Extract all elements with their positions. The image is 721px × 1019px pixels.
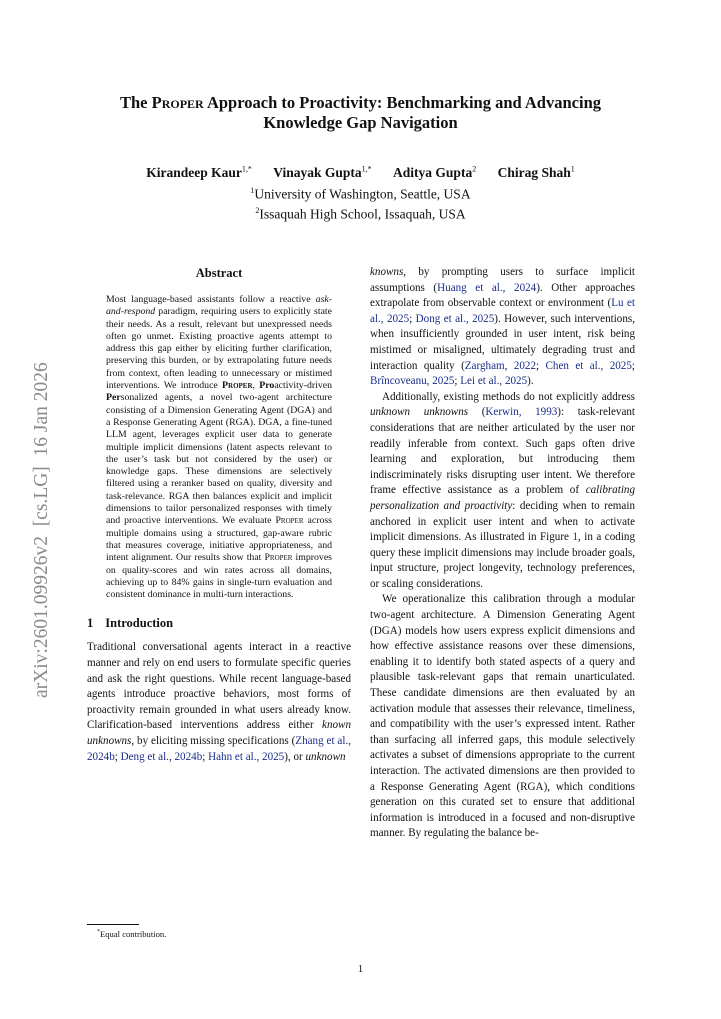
- abstract-heading: Abstract: [195, 266, 243, 280]
- citation-link[interactable]: Dong et al., 2025: [415, 312, 495, 325]
- affiliation: $^1$University of Washington, Seattle, USA: [250, 185, 471, 201]
- author: Chirag Shah$^1$: [497, 164, 575, 180]
- section-heading-introduction: 1 Introduction: [87, 616, 174, 631]
- citation-link[interactable]: Deng et al., 2024b: [120, 750, 203, 763]
- citation-link[interactable]: Huang et al., 2024: [437, 281, 537, 294]
- left-column: [87, 265, 351, 765]
- title-line-1: The Proper Approach to Proactivity: Benchmarking and Advancing: [120, 93, 601, 112]
- page-number: 1: [357, 963, 364, 975]
- author: Aditya Gupta$^2$: [393, 164, 477, 180]
- citation-link[interactable]: Kerwin, 1993: [485, 406, 558, 419]
- affiliation: $^2$Issaquah High School, Issaquah, USA: [255, 206, 466, 222]
- paper-title: [60, 93, 661, 133]
- proper-name: Proper: [151, 93, 204, 112]
- footnote: *Equal contribution.: [97, 928, 167, 939]
- author-block: [60, 160, 661, 223]
- citation-link[interactable]: Zhang et al., 2024b: [87, 734, 351, 763]
- intro-paragraph: Additionally, existing methods do not explicitly address unknown unknowns (Kerwin, 1993): task-relevant considerations that are neither articulated by the user nor readily inferable from context. Such gaps often drive learning and exploration, but introducing them indiscriminately risks disrupting user intent. We therefore frame effective assistance as a problem of calibrating personalization and proactivity: deciding when to remain anchored in explicit user intent and when to activate implicit dimensions. As illustrated in Figure 1, in a coding query these implicit dimensions may include broader goals, input structure, project longevity, technology preferences, or scaling considerations.: [370, 390, 635, 590]
- author: Kirandeep Kaur$^{1,*}$: [146, 164, 252, 180]
- arxiv-identifier-text: arXiv:2601.09926v2 [cs.LG] 16 Jan 2026: [31, 362, 52, 698]
- citation-link[interactable]: Lu et al., 2025: [370, 297, 635, 325]
- citation-link[interactable]: Lei et al., 2025: [460, 375, 528, 388]
- right-column: [370, 265, 635, 842]
- intro-paragraph: We operationalize this calibration through a modular two-agent architecture. A Dimension Generating Agent (DGA) models how users express explicit dimensions and how effective assistance reasons over these dimensions, enabling it to identify both stated aspects of a query and plausible task-relevant gaps that remain unarticulated. These candidate dimensions are then evaluated by an activation module that assesses their relevance, timeliness, and compatibility with the user’s expressed intent. Rather than surfacing all inferred gaps, this module selectively activates a subset of dimensions appropriate to the current interaction. The activated dimensions are then provided to a Response Generating Agent (RGA), which conditions generation on this curated set to ensure that additional information is introduced in a focused and non-disruptive manner. By regulating the balance be-: [370, 593, 635, 840]
- citation-link[interactable]: Brîncoveanu, 2025: [370, 375, 455, 388]
- title-line-2: Knowledge Gap Navigation: [263, 113, 458, 132]
- figure-reference-link[interactable]: 1: [572, 531, 578, 544]
- footnote-rule: [87, 924, 139, 925]
- citation-link[interactable]: Hahn et al., 2025: [208, 750, 285, 763]
- author-names: [60, 160, 661, 182]
- author: Vinayak Gupta$^{1,*}$: [273, 164, 372, 180]
- citation-link[interactable]: Zargham, 2022: [464, 359, 536, 372]
- citation-link[interactable]: Chen et al., 2025: [545, 359, 632, 372]
- arxiv-identifier-svg: [17, 300, 57, 700]
- intro-paragraph: Traditional conversational agents interact in a reactive manner and rely on end users to formulate specific queries and ask the right questions. While recent language-based agents introduce proactive behaviors, most forms of proactivity remain grounded in what users already know. Clarification-based interventions address either known unknowns, by eliciting missing specifications (Zhang et al., 2024b; Deng et al., 2024b; Hahn et al., 2025), or unknown: [87, 641, 351, 763]
- arxiv-identifier: [17, 300, 57, 700]
- intro-paragraph-continued: knowns, by prompting users to surface implicit assumptions (Huang et al., 2024). Other approaches extrapolate from observable context or environment (Lu et al., 2025; Dong et al., 2025). However, such interventions, when insufficiently grounded in user intent, risk being mistimed or misaligned, ultimately degrading trust and interaction quality (Zargham, 2022; Chen et al., 2025; Brîncoveanu, 2025; Lei et al., 2025).: [370, 266, 636, 388]
- abstract-text: Most language-based assistants follow a reactive ask-and-respond paradigm, requiring users to explicitly state their needs. As a result, relevant but unexpressed needs often go unmet. Existing proactive agents attempt to address this gap either by eliciting further clarification, preserving this burden, or by extrapolating future needs from context, often leading to unnecessary or mistimed interventions. We introduce Proper, Proactivity-driven Personalized agents, a novel two-agent architecture consisting of a Dimension Generating Agent (DGA) and a Response Generating Agent (RGA). DGA, a fine-tuned LLM agent, leverages explicit user data to generate multiple implicit dimensions (latent aspects relevant to the user’s task but not considered by the user) or knowledge gaps. These dimensions are selectively filtered using a reranker based on quality, diversity and task-relevance. RGA then balances explicit and implicit dimensions to tailor personalized responses with timely and proactive interventions. We evaluate Proper across multiple domains using a structured, gap-aware rubric that measures coverage, initiative appropriateness, and intent alignment. Our results show that Proper improves on quality-scores and win rates across all domains, achieving up to 84% gains in single-turn evaluation and consistent dominance in multi-turn interactions.: [106, 294, 332, 601]
